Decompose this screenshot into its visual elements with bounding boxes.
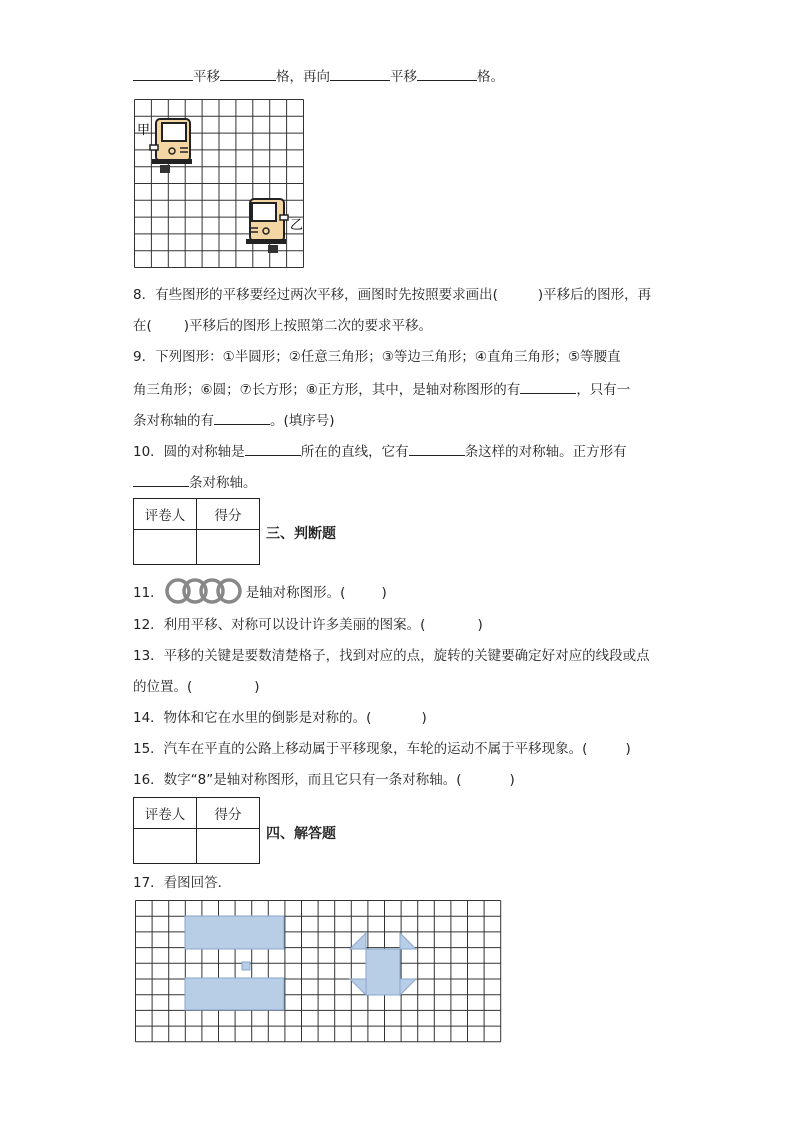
blank [520, 379, 576, 394]
triangle-bottom-right [400, 979, 416, 995]
label-yi: 乙 [290, 218, 304, 233]
q15-line: 15．汽车在平直的公路上移动属于平移现象，车轮的运动不属于平移现象。( ) [133, 741, 631, 757]
q13-line2: 的位置。( ) [133, 679, 260, 695]
q8-line2: 在( )平移后的图形上按照第二次的要求平移。 [133, 318, 433, 334]
q17-line: 17．看图回答． [133, 875, 232, 891]
shape-grid [135, 900, 503, 1043]
section-title: 三、判断题 [266, 526, 336, 542]
q16-line: 16．数字“8”是轴对称图形，而且它只有一条对称轴。( ) [133, 772, 515, 788]
q10-line2: 条对称轴。 [133, 472, 257, 492]
q14-line: 14．物体和它在水里的倒影是对称的。( ) [133, 710, 427, 726]
car-grid [134, 99, 307, 269]
rectangle-top [185, 916, 284, 949]
q10-line1: 10．圆的对称轴是 所在的直线，它有 条这样的对称轴。正方形有 [133, 441, 627, 461]
triangle-bottom-left [350, 979, 366, 995]
blank [133, 66, 193, 81]
q11-line: 11． 是轴对称图形。( ) [133, 579, 387, 607]
blank [417, 66, 477, 81]
q13-line1: 13．平移的关键是要数清楚格子，找到对应的点，旋转的关键要确定好对应的线段或点 [133, 648, 650, 664]
q9-line2: 角三角形；⑥圆；⑦长方形；⑧正方形，其中，是轴对称图形的有 ，只有一 [133, 379, 630, 399]
score-table: 评卷人 得分 [133, 498, 260, 565]
center-square [366, 949, 400, 995]
blank [214, 410, 270, 425]
triangle-top-right [400, 933, 416, 949]
blank [330, 66, 390, 81]
q9-line1: 9．下列图形：①半圆形；②任意三角形；③等边三角形；④直角三角形；⑤等腰直 [133, 349, 621, 365]
score-table: 评卷人 得分 [133, 797, 260, 864]
label-jia: 甲 [137, 123, 151, 138]
four-rings-icon [164, 577, 246, 605]
q9-line3: 条对称轴的有 。(填序号) [133, 410, 335, 430]
triangle-top-left [350, 933, 366, 949]
blank [245, 441, 301, 456]
blank [409, 441, 465, 456]
blank [133, 472, 189, 487]
q12-line: 12．利用平移、对称可以设计许多美丽的图案。( ) [133, 617, 483, 633]
blank [220, 66, 276, 81]
q8-line1: 8．有些图形的平移要经过两次平移，画图时先按照要求画出( )平移后的图形，再 [133, 287, 652, 303]
rectangle-bottom [185, 978, 284, 1010]
section-title: 四、解答题 [266, 826, 336, 842]
q7-line: 平移 格，再向 平移 格。 [133, 66, 504, 86]
small-square [242, 962, 250, 970]
